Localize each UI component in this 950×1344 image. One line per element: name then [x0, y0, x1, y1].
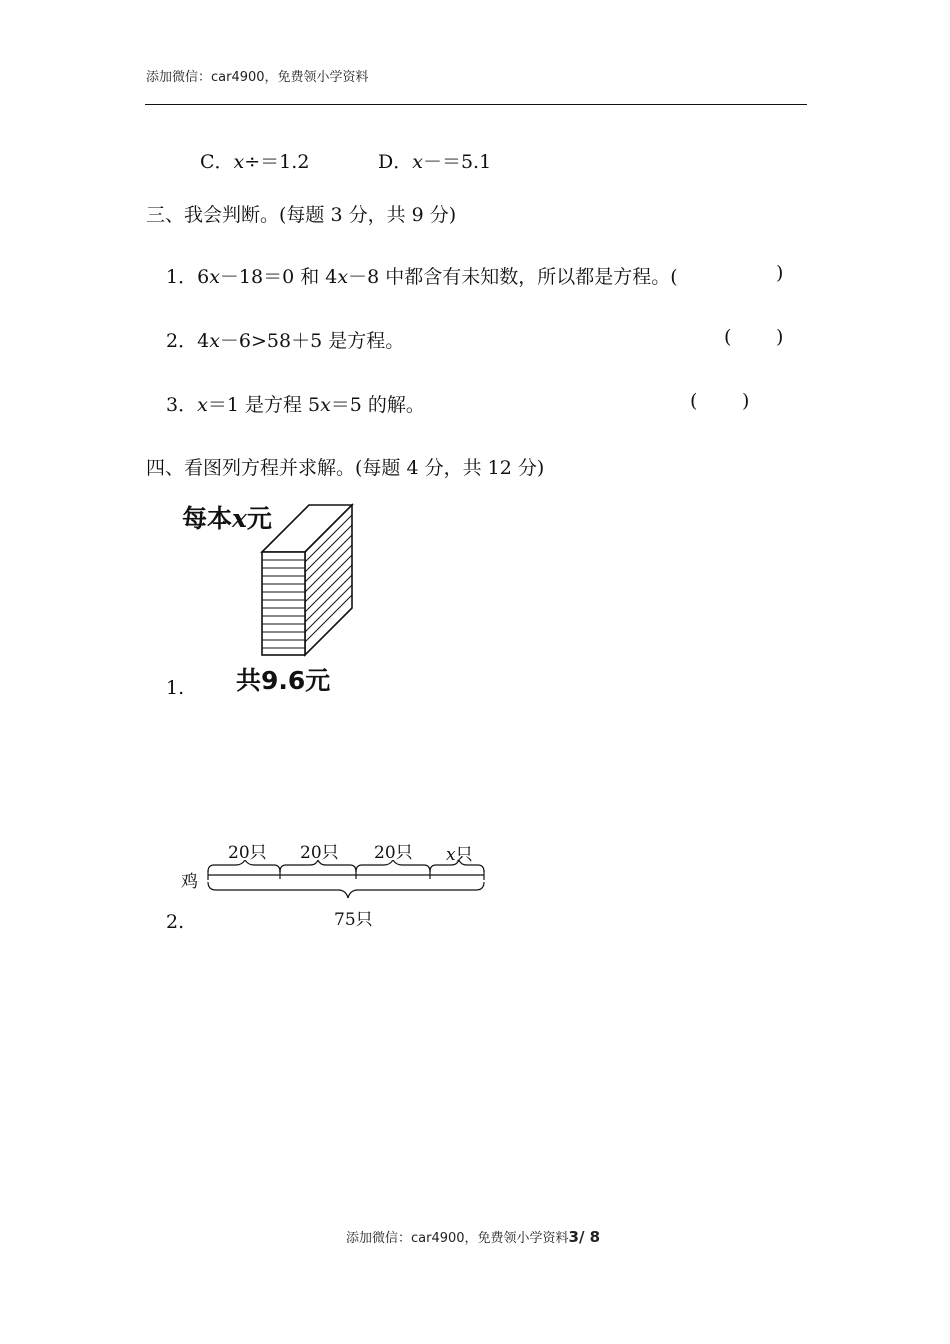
judge-item-3: 3．x＝1 是方程 5x＝5 的解。: [166, 394, 425, 416]
answer-paren-close-2: ): [776, 326, 784, 348]
segment-diagram: [200, 860, 492, 905]
answer-paren-close-3: ): [742, 390, 750, 412]
segment-label-x: x只: [446, 845, 473, 865]
header-rule: [145, 104, 807, 105]
top-brace-2: [280, 860, 356, 872]
bottom-brace: [208, 882, 484, 898]
figure-question-1-number: 1.: [166, 677, 185, 699]
top-brace-3: [356, 860, 430, 872]
answer-paren-open-2: (: [724, 326, 732, 348]
total-label: 75只: [334, 910, 373, 930]
section-4-title: 四、看图列方程并求解。(每题 4 分，共 12 分): [146, 457, 545, 479]
answer-paren-open-3: (: [690, 390, 698, 412]
section-3-title: 三、我会判断。(每题 3 分，共 9 分): [146, 204, 457, 226]
figure-question-2-number: 2.: [166, 911, 185, 933]
page-header: 添加微信：car4900，免费领小学资料: [146, 70, 369, 85]
segment-label-2: 20只: [300, 843, 339, 863]
page-number: 3/ 8: [568, 1228, 601, 1246]
book-total-label: 共9.6元: [236, 666, 331, 695]
segment-label-3: 20只: [374, 843, 413, 863]
page-footer: 添加微信：car4900，免费领小学资料3/ 8: [346, 1228, 601, 1246]
book-stack-figure: [255, 500, 360, 665]
judge-item-1: 1．6x－18＝0 和 4x－8 中都含有未知数，所以都是方程。(: [166, 266, 678, 288]
top-brace-1: [208, 860, 280, 872]
book-price-label: 每本x元: [182, 504, 272, 533]
option-d: D．x－＝5.1: [378, 151, 492, 173]
judge-item-2: 2．4x－6>58＋5 是方程。: [166, 330, 405, 352]
answer-paren-close-1: ): [776, 262, 784, 284]
top-brace-x: [430, 860, 484, 872]
segment-label-1: 20只: [228, 843, 267, 863]
chicken-row-label: 鸡: [181, 872, 198, 892]
option-c: C．x÷＝1.2: [200, 151, 310, 173]
